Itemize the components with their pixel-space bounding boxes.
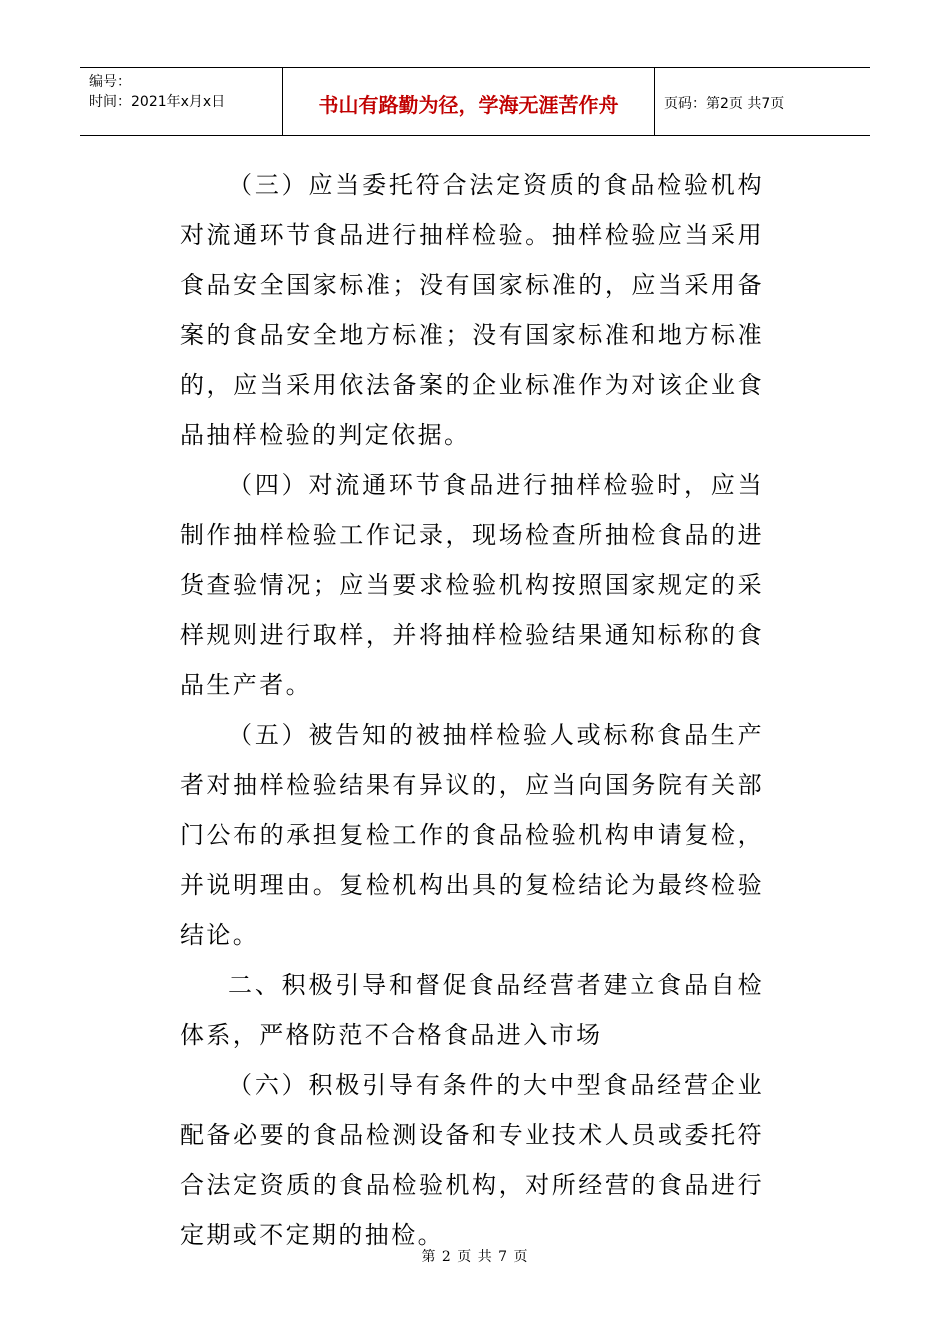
paragraph-4: （四）对流通环节食品进行抽样检验时，应当制作抽样检验工作记录，现场检查所抽检食品的进货查验情况；应当要求检验机构按照国家规定的采样规则进行取样，并将抽样检验结果通知标称的食品生产者。 <box>180 471 764 699</box>
paragraph-6: （六）积极引导有条件的大中型食品经营企业配备必要的食品检测设备和专业技术人员或委托符合法定资质的食品检验机构，对所经营的食品进行定期或不定期的抽检。 <box>180 1071 764 1249</box>
paragraph-3: （三）应当委托符合法定资质的食品检验机构对流通环节食品进行抽样检验。抽样检验应当采用食品安全国家标准；没有国家标准的，应当采用备案的食品安全地方标准；没有国家标准和地方标准的，应当采用依法备案的企业标准作为对该企业食品抽样检验的判定依据。 <box>180 171 764 449</box>
document-body <box>180 160 764 1260</box>
header-meta <box>80 68 283 135</box>
page-footer: 第 2 页 共 7 页 <box>421 1249 529 1265</box>
header-page-info: 页码：第2页 共7页 <box>664 96 785 112</box>
serial-label: 编号： <box>89 74 131 90</box>
page-header <box>80 67 870 136</box>
time-label: 时间：2021年x月x日 <box>89 94 226 110</box>
header-motto: 书山有路勤为径，学海无涯苦作舟 <box>283 68 655 135</box>
section-heading-2: 二、积极引导和督促食品经营者建立食品自检体系，严格防范不合格食品进入市场 <box>180 971 764 1049</box>
paragraph-5: （五）被告知的被抽样检验人或标称食品生产者对抽样检验结果有异议的，应当向国务院有关部门公布的承担复检工作的食品检验机构申请复检，并说明理由。复检机构出具的复检结论为最终检验结论。 <box>180 721 764 949</box>
